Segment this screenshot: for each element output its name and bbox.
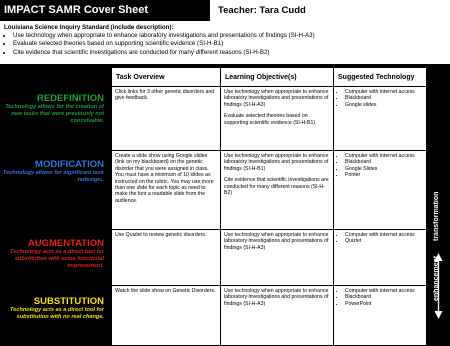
column-header-objectives: Learning Objective(s) [221, 68, 334, 87]
level-name: AUGMENTATION [27, 238, 104, 249]
transformation-label: transformation [433, 191, 440, 241]
level-augmentation [0, 238, 108, 270]
task-cell: Click links for 3 other genetic disorders and give feedback. [112, 87, 221, 151]
level-modification [0, 159, 108, 184]
standard-item: • Evaluate selected theories based on supporting scientific evidence (SI-H-B1) [13, 40, 446, 48]
table-header-row [112, 68, 427, 87]
technology-item: • Google slides [345, 102, 423, 108]
objectives-cell [221, 151, 334, 230]
level-description: Technology acts as a direct tool for substitution with no real change. [10, 307, 104, 320]
technology-item: • Computer with internet access [345, 89, 423, 95]
task-cell: Create a slide show using Google slides (link on my blackboard) on the genetic disorder that you were assigned in class. You must have a minimum of 10 slides as instructed on the rubric. You may use more than one slide for each topic as need to make the font a readable slide from the audience. [112, 151, 221, 230]
standard-item: • Cite evidence that scientific investigations are conducted for many different reasons (SI-H-B2) [13, 49, 446, 57]
technology-cell [334, 230, 427, 286]
level-description: Technology acts as a direct tool for substitution with some functional improvement. [10, 249, 104, 269]
technology-item: • Blackboard [345, 294, 423, 300]
objective-text: Use technology when appropriate to enhance laboratory investigations and presentations of findings (SI-H-B1) [224, 153, 329, 172]
standard-item: • Use technology when appropriate to enhance laboratory investigations and presentations of findings (SI-H-A3) [13, 32, 446, 40]
column-header-task: Task Overview [112, 68, 221, 87]
level-description: Technology allows for the creation of new tasks that were previously not conceivable. [5, 104, 104, 124]
objective-text: Use technology when appropriate to enhance laboratory investigations and presentations of findings (SI-H-A3) [224, 288, 329, 307]
side-panel [427, 67, 450, 338]
cover-sheet-title: IMPACT SAMR Cover Sheet [0, 0, 210, 21]
technology-item: • Blackboard [345, 159, 423, 165]
samr-table [111, 67, 427, 346]
technology-item: • Computer with internet access [345, 232, 423, 238]
objective-text: Evaluate selected theories based on supporting scientific evidence (SI-H-B1) [224, 113, 316, 126]
table-row [112, 286, 427, 346]
enhancement-label: enhancement [433, 255, 440, 301]
objectives-cell [221, 87, 334, 151]
technology-item: • Printer [345, 172, 423, 178]
technology-cell [334, 151, 427, 230]
table-row [112, 151, 427, 230]
table-row [112, 87, 427, 151]
objectives-cell [221, 286, 334, 346]
technology-item: • Quizlet [345, 238, 423, 244]
technology-item: • Computer with internet access [345, 153, 423, 159]
task-cell: Watch the slide show on Genetic Disorders. [112, 286, 221, 346]
technology-item: • Google Slides [345, 166, 423, 172]
objectives-cell [221, 230, 334, 286]
column-header-technology: Suggested Technology [334, 68, 427, 87]
level-name: SUBSTITUTION [33, 296, 104, 307]
standard-title: Louisiana Science Inquiry Standard (include description): [4, 24, 174, 31]
level-name: REDEFINITION [36, 93, 104, 104]
technology-cell [334, 87, 427, 151]
technology-cell [334, 286, 427, 346]
level-description: Technology allows for significant task redesign.. [2, 170, 104, 183]
level-redefinition [0, 93, 108, 125]
technology-item: • Blackboard [345, 95, 423, 101]
objective-text: Cite evidence that scientific investigations are conducted for many different reasons (SI-H-B2) [224, 177, 329, 197]
technology-item: • Computer with internet access [345, 288, 423, 294]
task-cell: Use Quizlet to review genetic disorders. [112, 230, 221, 286]
level-name: MODIFICATION [35, 159, 104, 170]
table-row [112, 230, 427, 286]
teacher-field [210, 0, 450, 21]
objective-text: Use technology when appropriate to enhance laboratory investigations and presentations of findings (SI-H-A3) [224, 89, 329, 108]
standard-box [0, 21, 450, 64]
level-substitution [0, 296, 108, 321]
objective-text: Use technology when appropriate to enhance laboratory investigations and presentations of findings (SI-H-A3) [224, 232, 329, 251]
teacher-label: Teacher: [218, 5, 257, 16]
standard-list [4, 32, 446, 57]
teacher-name: Tara Cudd [259, 5, 306, 16]
technology-item: • PowerPoint [345, 301, 423, 307]
